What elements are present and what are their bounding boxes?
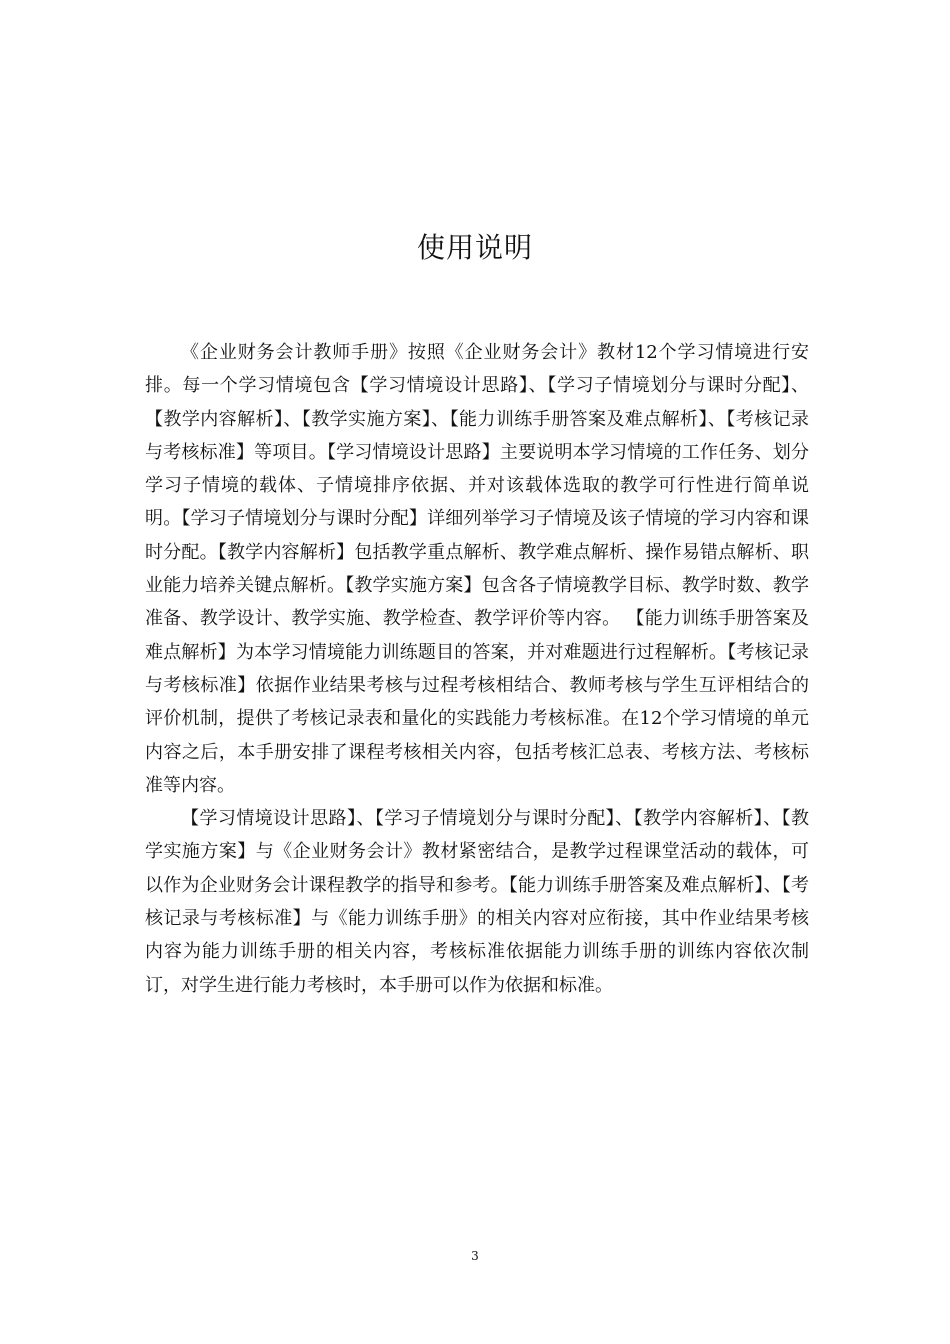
body-text	[145, 336, 809, 1002]
page-title: 使用说明	[416, 231, 533, 264]
page-number: 3	[471, 1249, 479, 1263]
paragraph-1: 《企业财务会计教师手册》按照《企业财务会计》教材12个学习情境进行安排。每一个学习情境包含【学习情境设计思路】、【学习子情境划分与课时分配】、【教学内容解析】、【教学实施方案】、【能力训练手册答案及难点解析】、【考核记录与考核标准】等项目。【学习情境设计思路】主要说明本学习情境的工作任务、划分学习子情境的载体、子情境排序依据、并对该载体选取的教学可行性进行简单说明。【学习子情境划分与课时分配】详细列举学习子情境及该子情境的学习内容和课时分配。【教学内容解析】包括教学重点解析、教学难点解析、操作易错点解析、职业能力培养关键点解析。【教学实施方案】包含各子情境教学目标、教学时数、教学准备、教学设计、教学实施、教学检查、教学评价等内容。 【能力训练手册答案及难点解析】为本学习情境能力训练题目的答案，并对难题进行过程解析。【考核记录与考核标准】依据作业结果考核与过程考核相结合、教师考核与学生互评相结合的评价机制，提供了考核记录表和量化的实践能力考核标准。在12个学习情境的单元内容之后，本手册安排了课程考核相关内容，包括考核汇总表、考核方法、考核标准等内容。	[145, 342, 809, 796]
paragraph-2: 【学习情境设计思路】、【学习子情境划分与课时分配】、【教学内容解析】、【教学实施方案】与《企业财务会计》教材紧密结合，是教学过程课堂活动的载体，可以作为企业财务会计课程教学的指导和参考。【能力训练手册答案及难点解析】、【考核记录与考核标准】与《能力训练手册》的相关内容对应衔接，其中作业结果考核内容为能力训练手册的相关内容，考核标准依据能力训练手册的训练内容依次制订，对学生进行能力考核时，本手册可以作为依据和标准。	[145, 808, 809, 996]
